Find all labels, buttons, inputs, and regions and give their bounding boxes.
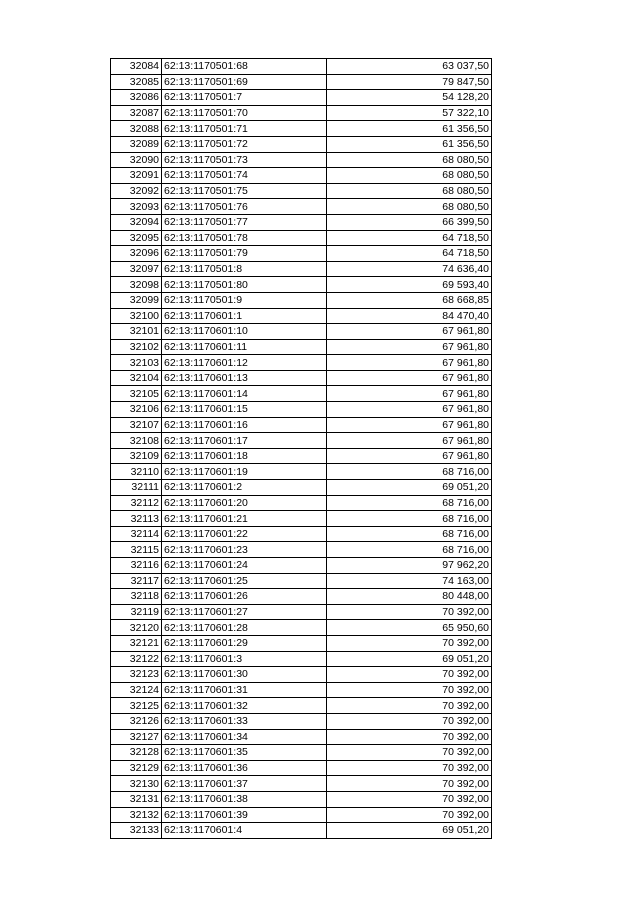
cadastral-value-cell: 67 961,80 (327, 339, 492, 355)
table-row (111, 558, 492, 574)
table-row (111, 417, 492, 433)
row-number-cell: 32132 (111, 807, 162, 823)
row-number-cell: 32105 (111, 386, 162, 402)
row-number-cell: 32104 (111, 370, 162, 386)
cadastral-number-cell: 62:13:1170601:20 (162, 495, 327, 511)
cadastral-number-cell: 62:13:1170601:12 (162, 355, 327, 371)
row-number-cell: 32084 (111, 59, 162, 75)
table-row (111, 355, 492, 371)
row-number-cell: 32106 (111, 402, 162, 418)
table-row (111, 698, 492, 714)
cadastral-number-cell: 62:13:1170601:24 (162, 558, 327, 574)
row-number-cell: 32085 (111, 74, 162, 90)
row-number-cell: 32103 (111, 355, 162, 371)
cadastral-number-cell: 62:13:1170501:69 (162, 74, 327, 90)
row-number-cell: 32133 (111, 823, 162, 839)
row-number-cell: 32124 (111, 682, 162, 698)
table-row (111, 573, 492, 589)
cadastral-value-cell: 70 392,00 (327, 713, 492, 729)
cadastral-value-cell: 67 961,80 (327, 370, 492, 386)
cadastral-value-cell: 97 962,20 (327, 558, 492, 574)
cadastral-number-cell: 62:13:1170501:70 (162, 105, 327, 121)
cadastral-value-cell: 61 356,50 (327, 121, 492, 137)
cadastral-value-cell: 67 961,80 (327, 386, 492, 402)
cadastral-value-cell: 67 961,80 (327, 448, 492, 464)
row-number-cell: 32123 (111, 667, 162, 683)
row-number-cell: 32102 (111, 339, 162, 355)
table-row (111, 308, 492, 324)
cadastral-value-cell: 68 716,00 (327, 495, 492, 511)
cadastral-value-cell: 67 961,80 (327, 402, 492, 418)
row-number-cell: 32131 (111, 791, 162, 807)
cadastral-value-cell: 65 950,60 (327, 620, 492, 636)
row-number-cell: 32101 (111, 324, 162, 340)
row-number-cell: 32117 (111, 573, 162, 589)
table-row (111, 105, 492, 121)
cadastral-value-cell: 69 051,20 (327, 823, 492, 839)
cadastral-number-cell: 62:13:1170501:77 (162, 214, 327, 230)
row-number-cell: 32110 (111, 464, 162, 480)
table-row (111, 199, 492, 215)
table-row (111, 511, 492, 527)
cadastral-number-cell: 62:13:1170601:38 (162, 791, 327, 807)
row-number-cell: 32087 (111, 105, 162, 121)
cadastral-number-cell: 62:13:1170601:29 (162, 635, 327, 651)
cadastral-value-cell: 69 051,20 (327, 651, 492, 667)
cadastral-number-cell: 62:13:1170601:32 (162, 698, 327, 714)
cadastral-number-cell: 62:13:1170601:34 (162, 729, 327, 745)
cadastral-value-table (110, 58, 492, 839)
cadastral-value-cell: 68 716,00 (327, 526, 492, 542)
cadastral-number-cell: 62:13:1170501:74 (162, 168, 327, 184)
cadastral-value-cell: 70 392,00 (327, 760, 492, 776)
cadastral-value-cell: 70 392,00 (327, 604, 492, 620)
cadastral-value-cell: 70 392,00 (327, 682, 492, 698)
table-row (111, 760, 492, 776)
table-row (111, 261, 492, 277)
row-number-cell: 32089 (111, 136, 162, 152)
row-number-cell: 32130 (111, 776, 162, 792)
cadastral-number-cell: 62:13:1170501:68 (162, 59, 327, 75)
table-row (111, 495, 492, 511)
cadastral-value-cell: 67 961,80 (327, 355, 492, 371)
cadastral-number-cell: 62:13:1170601:27 (162, 604, 327, 620)
cadastral-value-cell: 68 080,50 (327, 199, 492, 215)
table-row (111, 745, 492, 761)
cadastral-value-cell: 68 668,85 (327, 292, 492, 308)
row-number-cell: 32108 (111, 433, 162, 449)
table-row (111, 823, 492, 839)
row-number-cell: 32097 (111, 261, 162, 277)
table-row (111, 136, 492, 152)
table-row (111, 433, 492, 449)
table-row (111, 776, 492, 792)
row-number-cell: 32086 (111, 90, 162, 106)
table-row (111, 464, 492, 480)
table-body (111, 59, 492, 839)
table-row (111, 402, 492, 418)
cadastral-value-cell: 67 961,80 (327, 417, 492, 433)
cadastral-number-cell: 62:13:1170501:80 (162, 277, 327, 293)
cadastral-value-cell: 68 080,50 (327, 152, 492, 168)
row-number-cell: 32100 (111, 308, 162, 324)
row-number-cell: 32088 (111, 121, 162, 137)
cadastral-number-cell: 62:13:1170601:26 (162, 589, 327, 605)
cadastral-value-cell: 70 392,00 (327, 729, 492, 745)
cadastral-number-cell: 62:13:1170501:71 (162, 121, 327, 137)
row-number-cell: 32109 (111, 448, 162, 464)
table-row (111, 589, 492, 605)
cadastral-number-cell: 62:13:1170601:11 (162, 339, 327, 355)
cadastral-value-cell: 79 847,50 (327, 74, 492, 90)
cadastral-value-cell: 70 392,00 (327, 635, 492, 651)
cadastral-value-cell: 64 718,50 (327, 246, 492, 262)
table-row (111, 651, 492, 667)
row-number-cell: 32112 (111, 495, 162, 511)
cadastral-value-cell: 69 593,40 (327, 277, 492, 293)
row-number-cell: 32099 (111, 292, 162, 308)
table-row (111, 667, 492, 683)
row-number-cell: 32113 (111, 511, 162, 527)
table-row (111, 59, 492, 75)
row-number-cell: 32093 (111, 199, 162, 215)
cadastral-value-cell: 67 961,80 (327, 433, 492, 449)
table-row (111, 526, 492, 542)
cadastral-number-cell: 62:13:1170601:15 (162, 402, 327, 418)
table-row (111, 635, 492, 651)
cadastral-number-cell: 62:13:1170601:31 (162, 682, 327, 698)
cadastral-number-cell: 62:13:1170601:14 (162, 386, 327, 402)
row-number-cell: 32091 (111, 168, 162, 184)
cadastral-value-cell: 68 080,50 (327, 168, 492, 184)
cadastral-number-cell: 62:13:1170601:1 (162, 308, 327, 324)
table-row (111, 682, 492, 698)
table-row (111, 246, 492, 262)
cadastral-number-cell: 62:13:1170601:4 (162, 823, 327, 839)
cadastral-number-cell: 62:13:1170501:78 (162, 230, 327, 246)
cadastral-number-cell: 62:13:1170601:16 (162, 417, 327, 433)
table-row (111, 90, 492, 106)
cadastral-number-cell: 62:13:1170501:79 (162, 246, 327, 262)
row-number-cell: 32127 (111, 729, 162, 745)
table-row (111, 480, 492, 496)
table-row (111, 542, 492, 558)
table-row (111, 448, 492, 464)
cadastral-value-cell: 74 163,00 (327, 573, 492, 589)
cadastral-value-cell: 57 322,10 (327, 105, 492, 121)
row-number-cell: 32125 (111, 698, 162, 714)
table-row (111, 713, 492, 729)
cadastral-value-cell: 67 961,80 (327, 324, 492, 340)
cadastral-number-cell: 62:13:1170601:21 (162, 511, 327, 527)
table-row (111, 620, 492, 636)
cadastral-number-cell: 62:13:1170601:36 (162, 760, 327, 776)
cadastral-value-cell: 64 718,50 (327, 230, 492, 246)
cadastral-value-cell: 63 037,50 (327, 59, 492, 75)
cadastral-number-cell: 62:13:1170601:23 (162, 542, 327, 558)
cadastral-number-cell: 62:13:1170601:37 (162, 776, 327, 792)
cadastral-number-cell: 62:13:1170501:9 (162, 292, 327, 308)
row-number-cell: 32090 (111, 152, 162, 168)
row-number-cell: 32126 (111, 713, 162, 729)
row-number-cell: 32095 (111, 230, 162, 246)
table-row (111, 807, 492, 823)
cadastral-value-cell: 70 392,00 (327, 807, 492, 823)
table-row (111, 152, 492, 168)
cadastral-value-cell: 69 051,20 (327, 480, 492, 496)
cadastral-number-cell: 62:13:1170501:73 (162, 152, 327, 168)
cadastral-value-cell: 70 392,00 (327, 667, 492, 683)
cadastral-number-cell: 62:13:1170501:7 (162, 90, 327, 106)
table-row (111, 183, 492, 199)
row-number-cell: 32122 (111, 651, 162, 667)
cadastral-number-cell: 62:13:1170501:8 (162, 261, 327, 277)
row-number-cell: 32098 (111, 277, 162, 293)
cadastral-number-cell: 62:13:1170601:22 (162, 526, 327, 542)
cadastral-value-cell: 70 392,00 (327, 698, 492, 714)
cadastral-number-cell: 62:13:1170601:10 (162, 324, 327, 340)
cadastral-value-cell: 70 392,00 (327, 776, 492, 792)
cadastral-value-cell: 68 080,50 (327, 183, 492, 199)
table-row (111, 168, 492, 184)
cadastral-number-cell: 62:13:1170501:76 (162, 199, 327, 215)
row-number-cell: 32129 (111, 760, 162, 776)
cadastral-number-cell: 62:13:1170601:2 (162, 480, 327, 496)
cadastral-number-cell: 62:13:1170601:25 (162, 573, 327, 589)
cadastral-value-cell: 68 716,00 (327, 542, 492, 558)
cadastral-number-cell: 62:13:1170501:75 (162, 183, 327, 199)
cadastral-number-cell: 62:13:1170601:30 (162, 667, 327, 683)
table-row (111, 791, 492, 807)
row-number-cell: 32121 (111, 635, 162, 651)
table-row (111, 121, 492, 137)
cadastral-value-cell: 70 392,00 (327, 745, 492, 761)
cadastral-number-cell: 62:13:1170601:28 (162, 620, 327, 636)
row-number-cell: 32092 (111, 183, 162, 199)
cadastral-number-cell: 62:13:1170601:17 (162, 433, 327, 449)
cadastral-value-cell: 74 636,40 (327, 261, 492, 277)
cadastral-value-cell: 68 716,00 (327, 511, 492, 527)
row-number-cell: 32116 (111, 558, 162, 574)
row-number-cell: 32115 (111, 542, 162, 558)
row-number-cell: 32118 (111, 589, 162, 605)
row-number-cell: 32120 (111, 620, 162, 636)
cadastral-number-cell: 62:13:1170601:18 (162, 448, 327, 464)
row-number-cell: 32111 (111, 480, 162, 496)
cadastral-value-cell: 84 470,40 (327, 308, 492, 324)
table-row (111, 277, 492, 293)
row-number-cell: 32119 (111, 604, 162, 620)
row-number-cell: 32114 (111, 526, 162, 542)
cadastral-number-cell: 62:13:1170601:35 (162, 745, 327, 761)
table-row (111, 339, 492, 355)
cadastral-number-cell: 62:13:1170601:3 (162, 651, 327, 667)
row-number-cell: 32094 (111, 214, 162, 230)
cadastral-number-cell: 62:13:1170601:33 (162, 713, 327, 729)
cadastral-value-cell: 54 128,20 (327, 90, 492, 106)
table-row (111, 386, 492, 402)
cadastral-value-cell: 66 399,50 (327, 214, 492, 230)
table-row (111, 370, 492, 386)
table-row (111, 230, 492, 246)
row-number-cell: 32128 (111, 745, 162, 761)
cadastral-number-cell: 62:13:1170601:39 (162, 807, 327, 823)
row-number-cell: 32096 (111, 246, 162, 262)
table-row (111, 324, 492, 340)
table-row (111, 74, 492, 90)
cadastral-value-cell: 68 716,00 (327, 464, 492, 480)
cadastral-value-cell: 61 356,50 (327, 136, 492, 152)
table-row (111, 604, 492, 620)
table-row (111, 292, 492, 308)
cadastral-number-cell: 62:13:1170601:19 (162, 464, 327, 480)
table-row (111, 729, 492, 745)
table-row (111, 214, 492, 230)
cadastral-value-cell: 70 392,00 (327, 791, 492, 807)
cadastral-number-cell: 62:13:1170501:72 (162, 136, 327, 152)
cadastral-number-cell: 62:13:1170601:13 (162, 370, 327, 386)
cadastral-value-cell: 80 448,00 (327, 589, 492, 605)
row-number-cell: 32107 (111, 417, 162, 433)
